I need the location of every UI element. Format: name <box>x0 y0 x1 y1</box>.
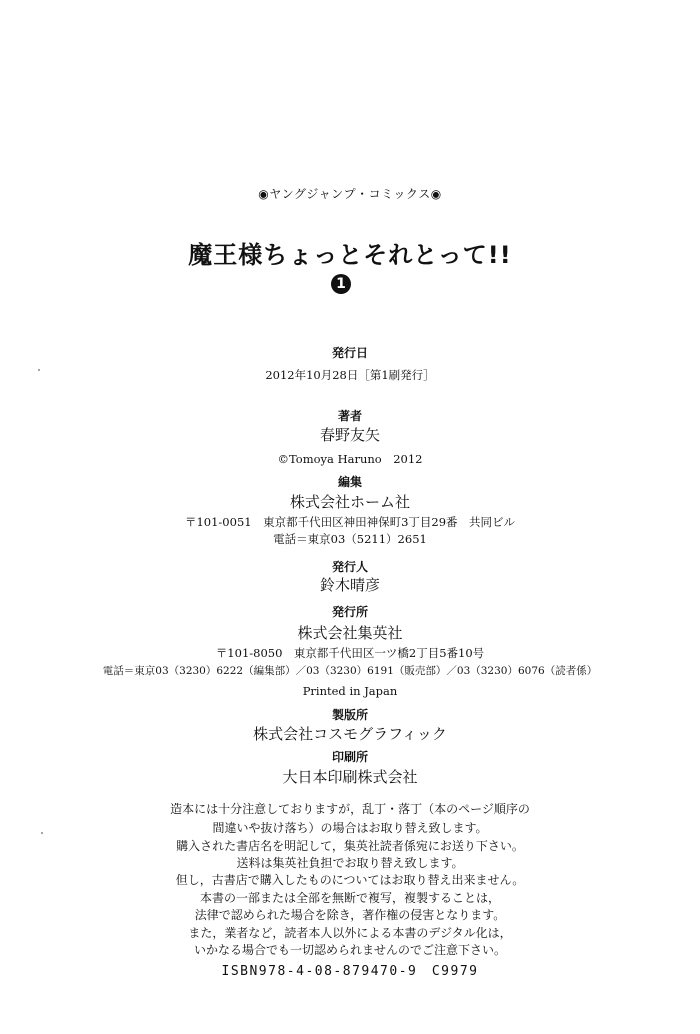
isbn-code: ISBN978-4-08-879470-9 C9979 <box>221 964 479 979</box>
notice-line: また，業者など，読者本人以外による本書のデジタル化は， <box>188 926 512 940</box>
editing-company: 株式会社ホーム社 <box>289 493 410 511</box>
author-copyright: ©Tomoya Haruno 2012 <box>277 452 423 466</box>
notice-line: 間違いや抜け落ち）の場合はお取り替え致します。 <box>212 821 488 835</box>
notice-line: いかなる場合でも一切認められませんのでご注意下さい。 <box>193 943 506 957</box>
series-label: ◉ヤングジャンプ・コミックス◉ <box>258 187 442 201</box>
publisher-heading: 発行所 <box>331 605 368 619</box>
notice-line: 本書の一部または全部を無断で複写，複製することは， <box>199 891 500 905</box>
publication-date-heading: 発行日 <box>331 346 368 360</box>
publisher-address: 〒101-8050 東京都千代田区一ツ橋2丁目5番10号 <box>215 646 485 660</box>
notice-line: 購入された書店名を明記して，集英社読者係宛にお送り下さい。 <box>176 839 524 853</box>
author-heading: 著者 <box>337 409 362 423</box>
editing-phone: 電話＝東京03（5211）2651 <box>273 532 427 546</box>
scan-speck <box>41 832 43 834</box>
book-title: 魔王様ちょっとそれとって!! <box>188 241 512 269</box>
volume-number-badge: 1 <box>331 274 351 294</box>
publisher-phone: 電話＝東京03（3230）6222（編集部）／03（3230）6191（販売部）／03（3230）6076（読者係） <box>102 665 598 677</box>
author-name: 春野友矢 <box>319 426 380 444</box>
plate-making-company: 株式会社コスモグラフィック <box>253 725 447 743</box>
publisher-person-name: 鈴木晴彦 <box>319 576 380 594</box>
notice-line: 但し，古書店で購入したものについてはお取り替え出来ません。 <box>175 873 525 887</box>
printing-heading: 印刷所 <box>331 750 368 764</box>
printing-company: 大日本印刷株式会社 <box>282 768 418 786</box>
notice-line: 送料は集英社負担でお取り替え致します。 <box>236 856 464 870</box>
editing-address: 〒101-0051 東京都千代田区神田神保町3丁目29番 共同ビル <box>184 515 516 529</box>
publication-date-value: 2012年10月28日［第1刷発行］ <box>265 368 435 382</box>
printed-in-japan: Printed in Japan <box>302 684 398 698</box>
editing-heading: 編集 <box>337 475 362 489</box>
notice-line: 造本には十分注意しておりますが，乱丁・落丁（本のページ順序の <box>170 802 530 816</box>
plate-making-heading: 製版所 <box>331 708 368 722</box>
notice-line: 法律で認められた場合を除き，著作権の侵害となります。 <box>194 908 506 922</box>
publisher-company: 株式会社集英社 <box>297 624 403 642</box>
publisher-person-heading: 発行人 <box>331 560 368 574</box>
scan-speck <box>38 369 40 371</box>
